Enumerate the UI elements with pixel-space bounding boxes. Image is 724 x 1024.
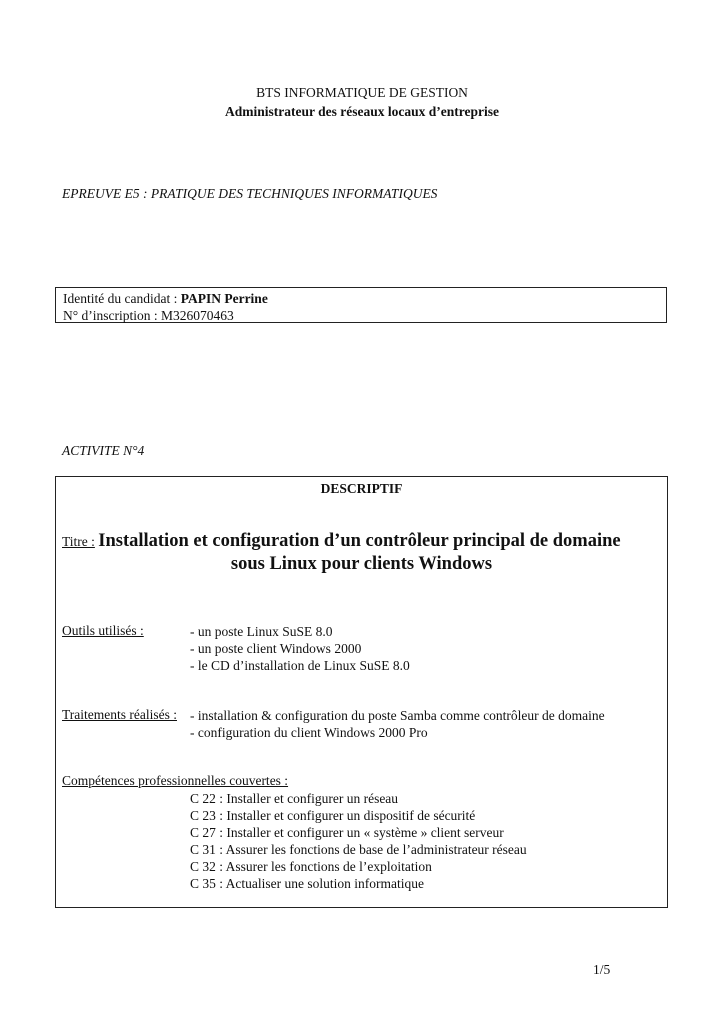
list-item: - un poste client Windows 2000 [190,641,362,656]
activite-label: ACTIVITE N°4 [62,443,145,458]
page-number: 1/5 [593,962,611,977]
title-line1: Installation et configuration d’un contrôleur principal de domaine [98,531,621,551]
list-item: C 31 : Assurer les fonctions de base de l’administrateur réseau [190,842,527,857]
candidate-name: PAPIN Perrine [180,291,268,306]
inscription-number: M326070463 [161,308,234,323]
candidate-line [63,290,666,307]
outils-list [190,623,410,674]
list-item: C 35 : Actualiser une solution informatique [190,876,424,891]
descriptif-box [55,476,668,908]
list-item: C 32 : Assurer les fonctions de l’exploitation [190,859,432,874]
header-subtitle: Administrateur des réseaux locaux d’entreprise [225,104,499,119]
list-item: - un poste Linux SuSE 8.0 [190,624,333,639]
candidate-label: Identité du candidat : [63,291,181,306]
title-row [62,530,662,553]
list-item: C 22 : Installer et configurer un réseau [190,791,399,806]
identity-box [55,287,667,323]
list-item: - le CD d’installation de Linux SuSE 8.0 [190,658,410,673]
title-line2: sous Linux pour clients Windows [230,554,493,574]
outils-label: Outils utilisés : [62,623,144,638]
list-item: - configuration du client Windows 2000 Pro [190,725,428,740]
inscription-line [63,307,666,324]
epreuve-title: EPREUVE E5 : PRATIQUE DES TECHNIQUES INFORMATIQUES [62,186,438,201]
header-title: BTS INFORMATIQUE DE GESTION [256,85,468,100]
descriptif-heading: DESCRIPTIF [320,481,403,496]
competences-list [190,790,527,892]
list-item: - installation & configuration du poste Samba comme contrôleur de domaine [190,708,605,723]
traitements-label: Traitements réalisés : [62,707,177,722]
list-item: C 23 : Installer et configurer un dispositif de sécurité [190,808,476,823]
inscription-label: N° d’inscription : [63,308,162,323]
title-label: Titre : [62,534,95,549]
list-item: C 27 : Installer et configurer un « système » client serveur [190,825,504,840]
traitements-list [190,707,605,741]
competences-label: Compétences professionnelles couvertes : [62,773,289,788]
